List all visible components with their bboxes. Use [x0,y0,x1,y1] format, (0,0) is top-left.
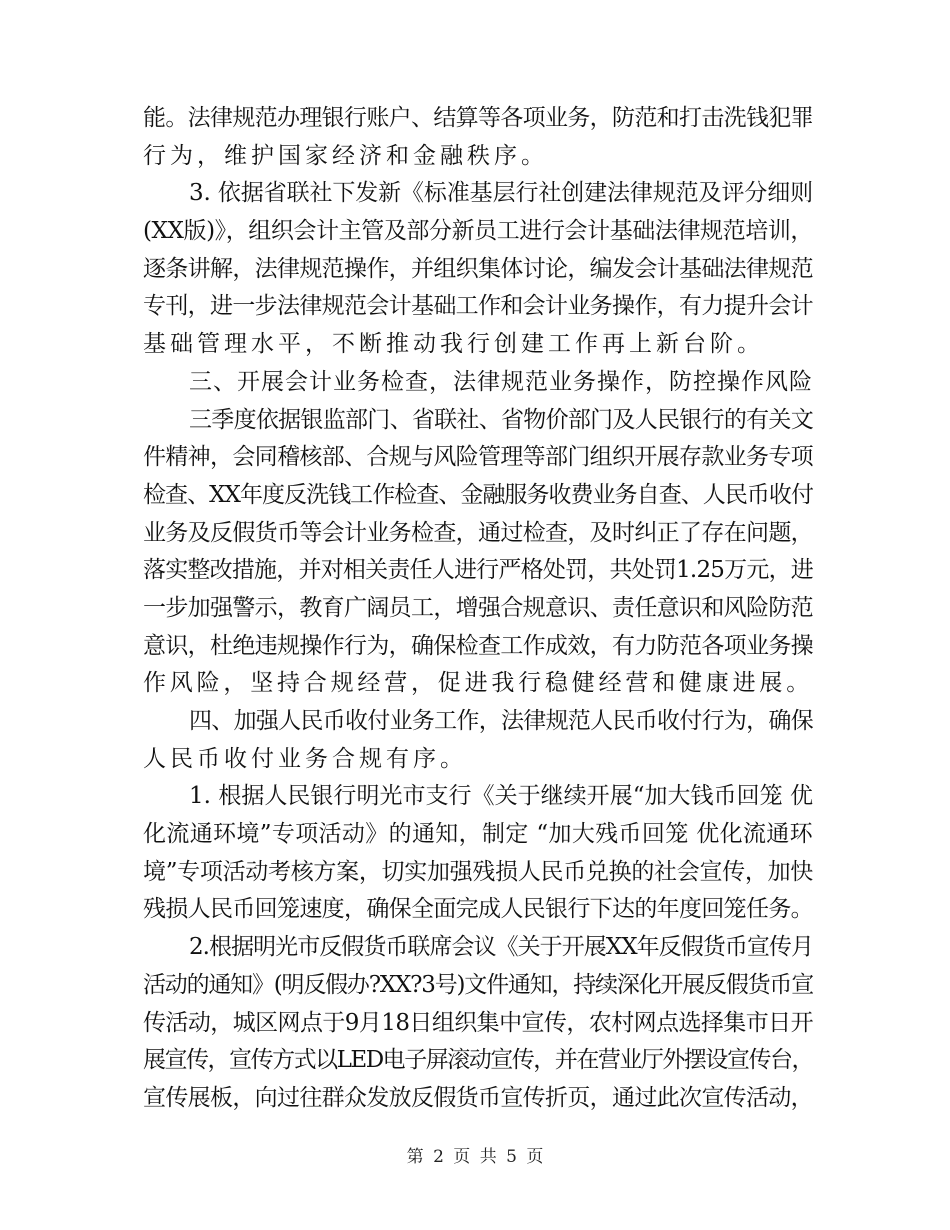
text-line: 专刊，进一步法律规范会计基础工作和会计业务操作，有力提升会计 [143,293,813,320]
text-line: 落实整改措施，并对相关责任人进行严格处罚，共处罚1.25万元，进 [143,557,813,584]
text-line: 作风险，坚持合规经营，促进我行稳健经营和健康进展。 [143,670,813,697]
text-line: 传活动，城区网点于9月18日组织集中宣传，农村网点选择集市日开 [143,1009,813,1036]
text-line: 化流通环境”专项活动》的通知，制定 “加大残币回笼 优化流通环 [143,821,813,848]
text-line: 意识，杜绝违规操作行为，确保检查工作成效，有力防范各项业务操 [143,632,813,659]
text-line: 件精神，会同稽核部、合规与风险管理等部门组织开展存款业务专项 [143,444,813,471]
text-line: 2.根据明光市反假货币联席会议《关于开展XX年反假货币宣传月 [189,934,813,961]
text-line: 残损人民币回笼速度，确保全面完成人民银行下达的年度回笼任务。 [143,896,813,923]
document-text [143,100,813,1118]
text-line: 四、加强人民币收付业务工作，法律规范人民币收付行为，确保 [189,708,813,734]
text-line: 能。法律规范办理银行账户、结算等各项业务，防范和打击洗钱犯罪 [143,105,813,131]
text-line: 展宣传，宣传方式以LED电子屏滚动宣传，并在营业厅外摆设宣传台， [143,1047,813,1074]
text-line: 1. 根据人民银行明光市支行《关于继续开展“加大钱币回笼 优 [189,783,813,810]
text-line: 检查、XX年度反洗钱工作检查、金融服务收费业务自查、人民币收付 [143,481,813,508]
document-body [143,100,813,1118]
text-line: 境”专项活动考核方案，切实加强残损人民币兑换的社会宣传，加快 [143,858,813,885]
text-line: (XX版)》，组织会计主管及部分新员工进行会计基础法律规范培训， [143,218,813,245]
text-line: 3. 依据省联社下发新《标准基层行社创建法律规范及评分细则 [189,180,813,207]
text-line: 三、开展会计业务检查，法律规范业务操作，防控操作风险 [189,368,813,395]
text-line: 活动的通知》(明反假办?XX?3号)文件通知，持续深化开展反假货币宣 [143,971,813,998]
text-line: 行为，维护国家经济和金融秩序。 [143,142,548,169]
text-line: 宣传展板，向过往群众发放反假货币宣传折页，通过此次宣传活动， [143,1084,813,1111]
page-number: 第 2 页 共 5 页 [406,1147,544,1167]
text-line: 一步加强警示，教育广阔员工，增强合规意识、责任意识和风险防范 [143,594,813,621]
page-footer [0,1145,950,1169]
text-line: 业务及反假货币等会计业务检查，通过检查，及时纠正了存在问题， [143,519,813,546]
text-line: 三季度依据银监部门、省联社、省物价部门及人民银行的有关文 [189,406,813,433]
text-line: 逐条讲解，法律规范操作，并组织集体讨论，编发会计基础法律规范 [143,255,813,282]
text-line: 人民币收付业务合规有序。 [143,745,467,772]
text-line: 基础管理水平，不断推动我行创建工作再上新台阶。 [143,331,764,358]
